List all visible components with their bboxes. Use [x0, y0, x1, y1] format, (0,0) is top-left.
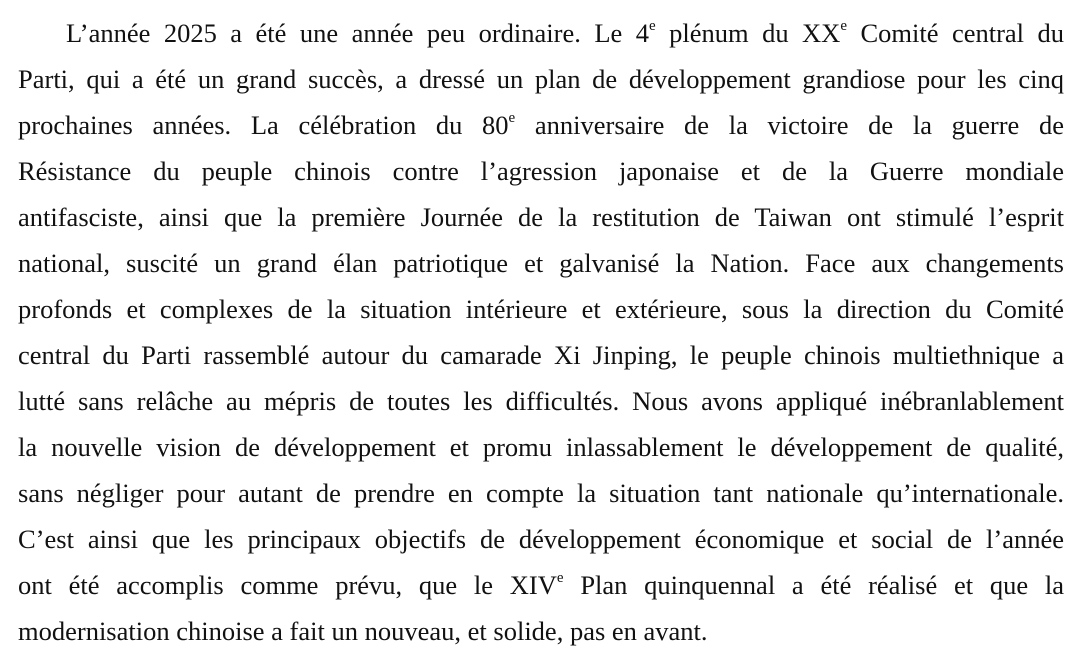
line-text: antifasciste, ainsi que la première Journée de la restitution de Taiwan ont stimulé l’esprit [18, 202, 1064, 232]
paragraph-line [18, 516, 1064, 562]
line-text: Parti, qui a été un grand succès, a dressé un plan de développement grandiose pour les cinq [18, 64, 1064, 94]
superscript: e [508, 110, 516, 127]
line-text: L’année 2025 a été une année peu ordinaire. Le 4 [66, 18, 649, 48]
line-text: anniversaire de la victoire de la guerre de [515, 110, 1064, 140]
superscript: e [648, 18, 656, 35]
line-text: modernisation chinoise a fait un nouveau, et solide, pas en avant. [18, 616, 708, 646]
line-text: prochaines années. La célébration du 80 [18, 110, 509, 140]
line-text: plénum du XX [655, 18, 841, 48]
paragraph-line [18, 102, 1064, 148]
paragraph-line [18, 608, 1064, 654]
superscript: e [556, 570, 564, 587]
paragraph-line [18, 56, 1064, 102]
line-text: C’est ainsi que les principaux objectifs de développement économique et social de l’année [18, 524, 1064, 554]
line-text: ont été accomplis comme prévu, que le XIV [18, 570, 557, 600]
paragraph-line [18, 148, 1064, 194]
line-text: la nouvelle vision de développement et promu inlassablement le développement de qualité, [18, 432, 1064, 462]
line-text: Comité central du [846, 18, 1064, 48]
line-text: profonds et complexes de la situation intérieure et extérieure, sous la direction du Comité [18, 294, 1064, 324]
paragraph-line [18, 332, 1064, 378]
paragraph-line [18, 378, 1064, 424]
body-paragraph [18, 10, 1064, 654]
paragraph-line [18, 470, 1064, 516]
paragraph-line [18, 10, 1064, 56]
paragraph-line [18, 286, 1064, 332]
paragraph-line [18, 562, 1064, 608]
paragraph-line [18, 424, 1064, 470]
paragraph-line [18, 194, 1064, 240]
line-text: lutté sans relâche au mépris de toutes les difficultés. Nous avons appliqué inébranlablement [18, 386, 1064, 416]
paragraph-line [18, 240, 1064, 286]
line-text: Plan quinquennal a été réalisé et que la [563, 570, 1064, 600]
line-text: sans négliger pour autant de prendre en compte la situation tant nationale qu’internationale. [18, 478, 1064, 508]
superscript: e [840, 18, 847, 35]
line-text: Résistance du peuple chinois contre l’agression japonaise et de la Guerre mondiale [18, 156, 1064, 186]
line-text: national, suscité un grand élan patriotique et galvanisé la Nation. Face aux changements [18, 248, 1064, 278]
line-text: central du Parti rassemblé autour du camarade Xi Jinping, le peuple chinois multiethnique a [18, 340, 1064, 370]
